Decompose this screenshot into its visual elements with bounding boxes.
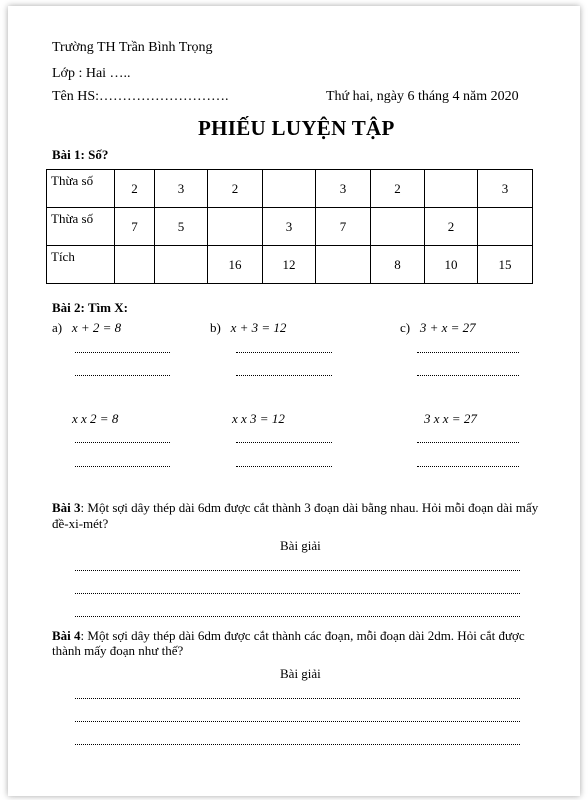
table-cell[interactable]: 3 — [263, 208, 316, 246]
table-cell[interactable]: 5 — [155, 208, 208, 246]
ex2c-problem — [400, 320, 476, 336]
answer-line[interactable] — [417, 442, 519, 443]
table-cell[interactable]: 15 — [478, 246, 533, 284]
ex3-label: Bài 3 — [52, 500, 81, 515]
answer-line[interactable] — [75, 375, 170, 376]
table-cell[interactable]: 16 — [208, 246, 263, 284]
row-label: Tích — [47, 246, 115, 284]
ex1-table — [46, 169, 533, 284]
table-cell[interactable]: 2 — [425, 208, 478, 246]
student-name-line: Tên HS:………………………. — [52, 89, 229, 104]
problem-tag: a) — [52, 320, 63, 335]
answer-line[interactable] — [75, 744, 520, 745]
answer-line[interactable] — [75, 593, 520, 594]
date-line: Thứ hai, ngày 6 tháng 4 năm 2020 — [326, 89, 519, 104]
table-cell[interactable]: 8 — [371, 246, 425, 284]
equation: x + 3 = 12 — [230, 320, 287, 335]
table-cell[interactable] — [478, 208, 533, 246]
answer-line[interactable] — [75, 721, 520, 722]
equation: x + 2 = 8 — [71, 320, 122, 335]
row-label: Thừa số — [47, 208, 115, 246]
table-cell[interactable]: 2 — [115, 170, 155, 208]
ex4-question-cont: thành mấy đoạn như thế? — [52, 643, 184, 658]
answer-line[interactable] — [75, 466, 170, 467]
ex3-solution-heading: Bài giải — [280, 538, 321, 553]
table-cell[interactable] — [263, 170, 316, 208]
equation: 3 + x = 27 — [419, 320, 476, 335]
page-title: PHIẾU LUYỆN TẬP — [198, 116, 395, 140]
answer-line[interactable] — [75, 352, 170, 353]
table-cell[interactable]: 10 — [425, 246, 478, 284]
ex3-question-cont: đề-xi-mét? — [52, 516, 109, 531]
row-label: Thừa số — [47, 170, 115, 208]
answer-line[interactable] — [75, 616, 520, 617]
answer-line[interactable] — [417, 375, 519, 376]
table-cell[interactable] — [155, 246, 208, 284]
table-row — [47, 208, 533, 246]
table-row — [47, 170, 533, 208]
problem-tag: c) — [400, 320, 411, 335]
table-cell[interactable]: 7 — [115, 208, 155, 246]
table-cell[interactable] — [115, 246, 155, 284]
ex4-label: Bài 4 — [52, 628, 81, 643]
ex2b-problem — [210, 320, 286, 336]
table-cell[interactable]: 2 — [208, 170, 263, 208]
table-cell[interactable]: 3 — [155, 170, 208, 208]
table-cell[interactable]: 3 — [316, 170, 371, 208]
ex2f-equation: 3 x x = 27 — [424, 411, 477, 426]
table-cell[interactable]: 3 — [478, 170, 533, 208]
table-cell[interactable] — [316, 246, 371, 284]
ex4-solution-heading: Bài giải — [280, 666, 321, 681]
class-line: Lớp : Hai ….. — [52, 66, 131, 81]
answer-line[interactable] — [75, 698, 520, 699]
answer-line[interactable] — [75, 570, 520, 571]
ex2-heading: Bài 2: Tìm X: — [52, 300, 128, 315]
table-cell[interactable] — [208, 208, 263, 246]
answer-line[interactable] — [417, 352, 519, 353]
ex2d-equation: x x 2 = 8 — [72, 411, 119, 426]
answer-line[interactable] — [236, 442, 332, 443]
answer-line[interactable] — [236, 466, 332, 467]
answer-line[interactable] — [417, 466, 519, 467]
ex1-heading: Bài 1: Số? — [52, 147, 109, 162]
table-cell[interactable]: 7 — [316, 208, 371, 246]
table-cell[interactable] — [371, 208, 425, 246]
ex4-text: : Một sợi dây thép dài 6dm được cắt thành các đoạn, mỗi đoạn dài 2dm. Hỏi cắt được — [80, 628, 525, 643]
ex2a-problem — [52, 320, 121, 336]
table-cell[interactable]: 2 — [371, 170, 425, 208]
ex2e-equation: x x 3 = 12 — [232, 411, 285, 426]
ex3-question — [52, 500, 538, 516]
table-row — [47, 246, 533, 284]
ex4-question — [52, 628, 525, 644]
answer-line[interactable] — [75, 442, 170, 443]
table-cell[interactable]: 12 — [263, 246, 316, 284]
answer-line[interactable] — [236, 352, 332, 353]
school-name: Trường TH Trần Bình Trọng — [52, 40, 213, 55]
answer-line[interactable] — [236, 375, 332, 376]
table-cell[interactable] — [425, 170, 478, 208]
problem-tag: b) — [210, 320, 221, 335]
ex3-text: : Một sợi dây thép dài 6dm được cắt thành 3 đoạn dài bằng nhau. Hỏi mỗi đoạn dài mấy — [80, 500, 539, 515]
